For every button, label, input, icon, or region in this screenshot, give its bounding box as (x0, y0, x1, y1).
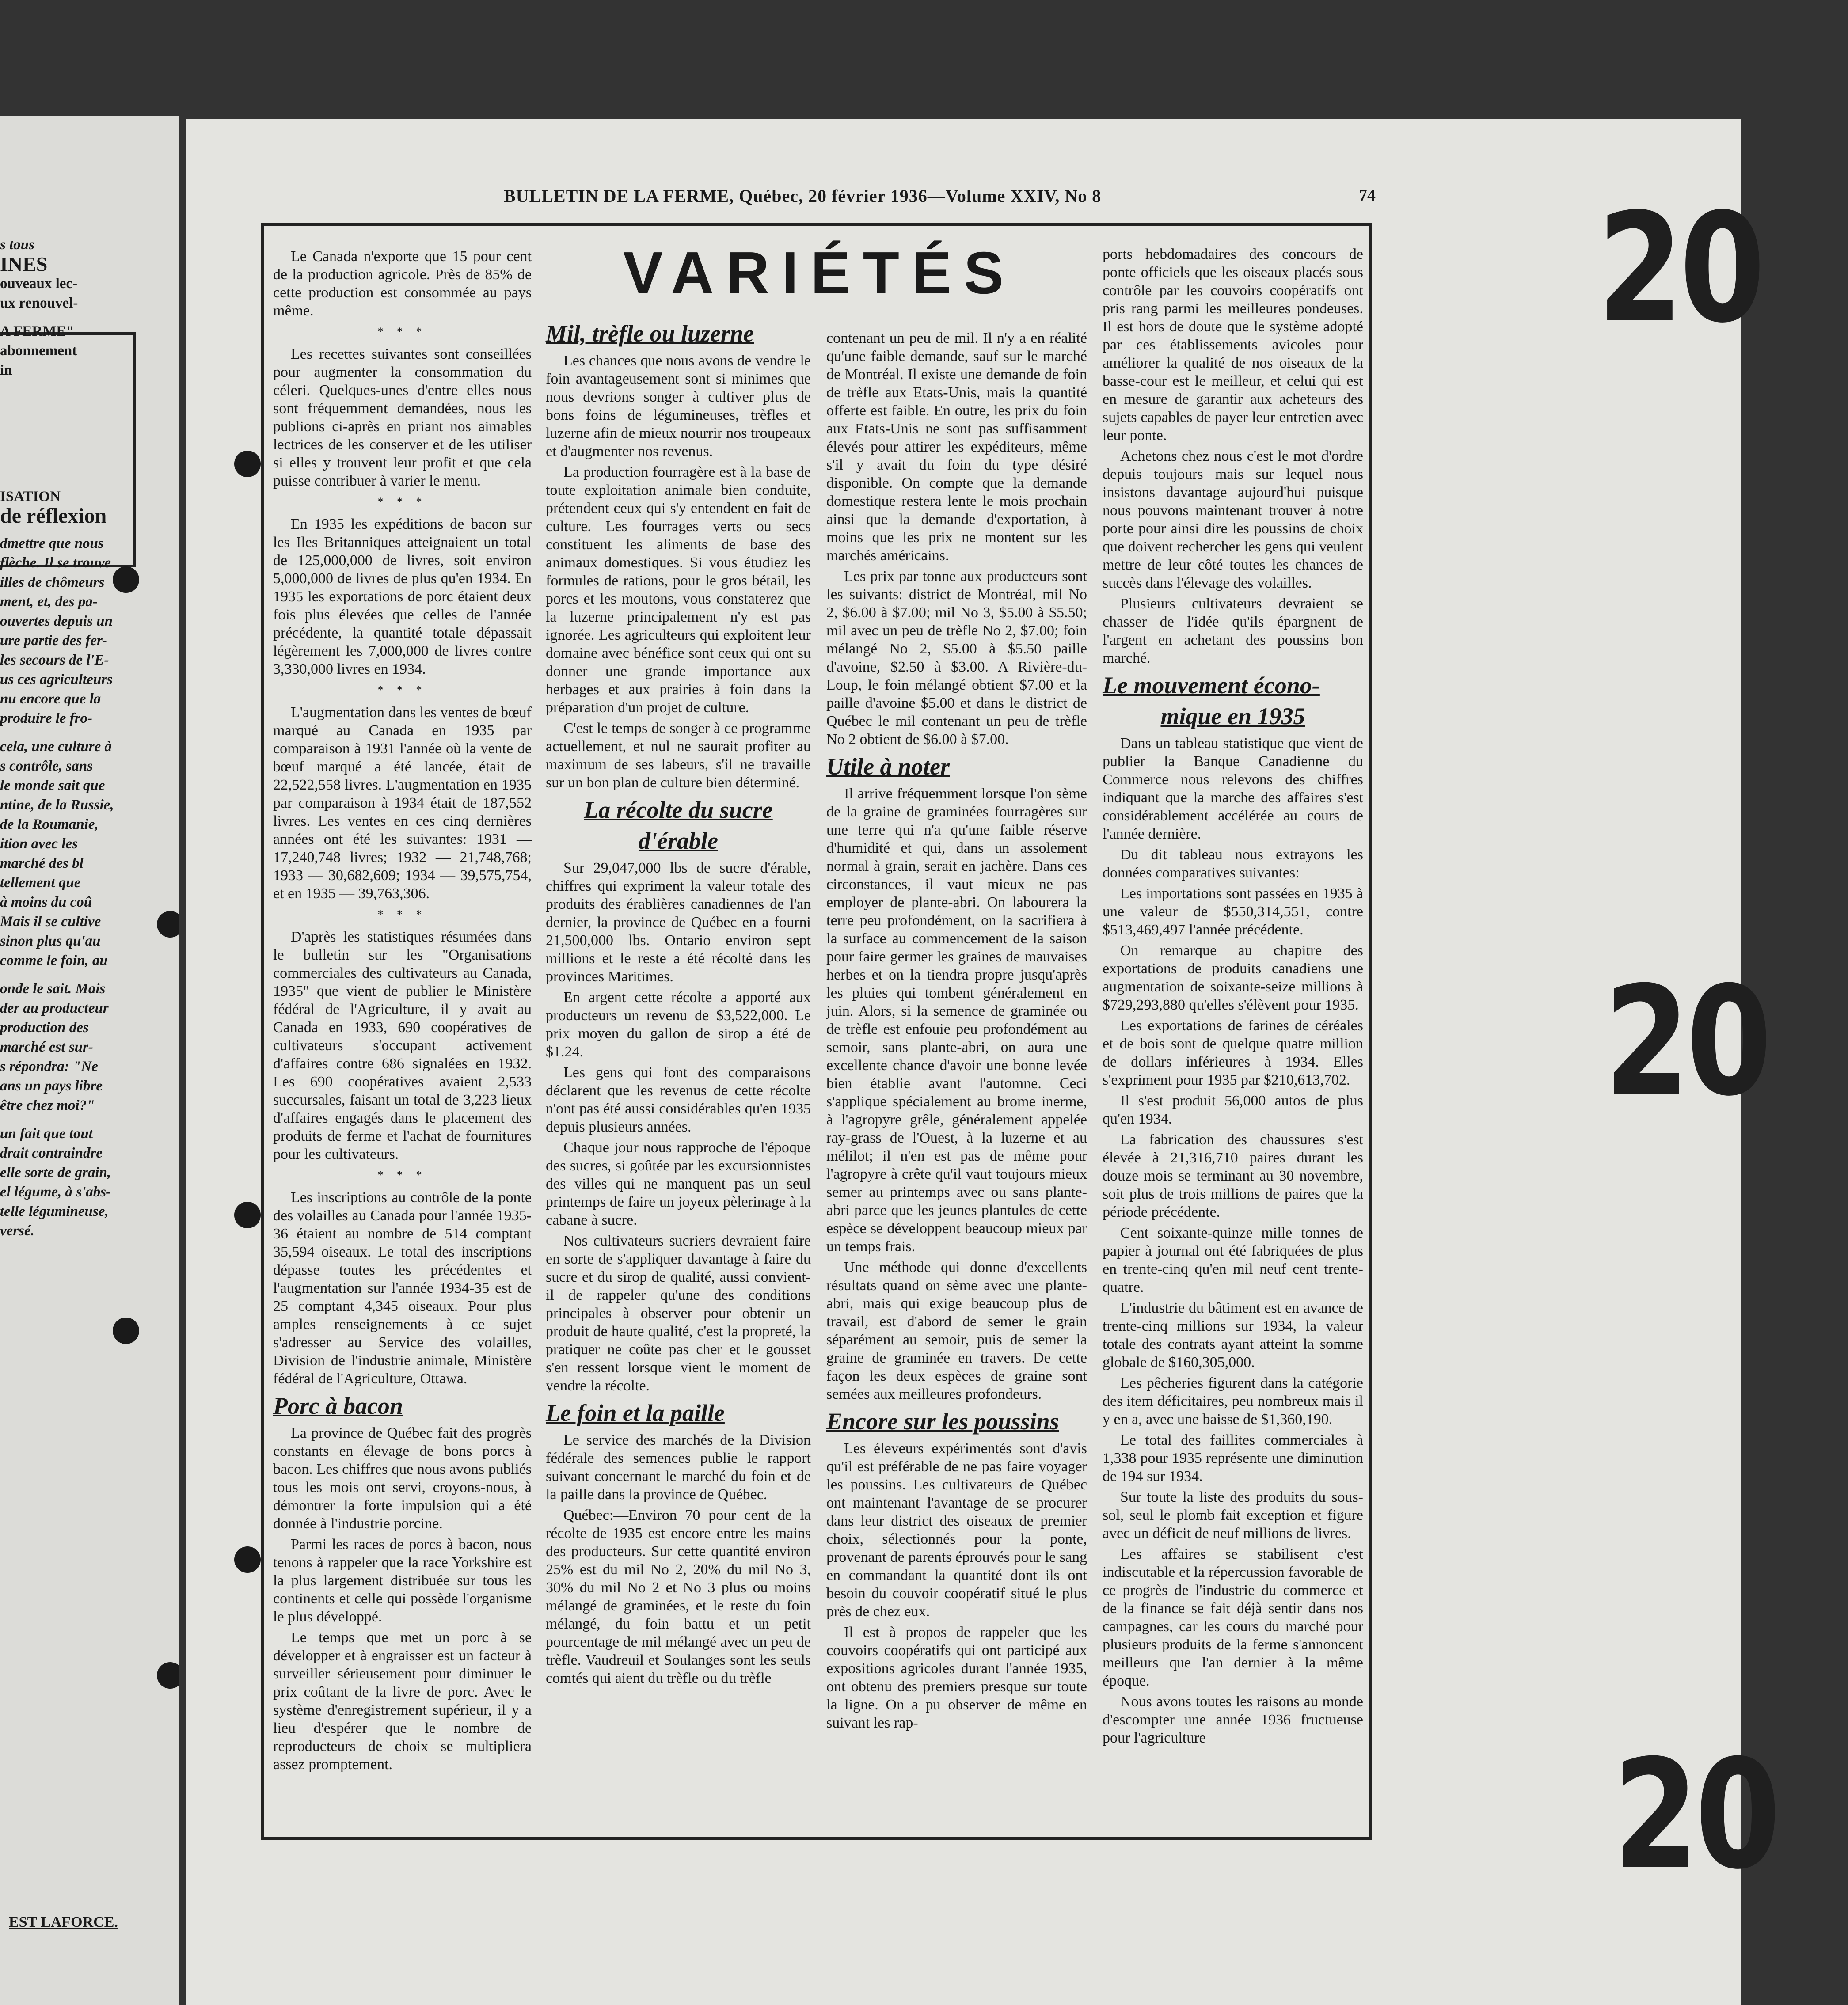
separator: * * * (377, 908, 427, 921)
column-2 (546, 318, 811, 1690)
paragraph: Le total des faillites commerciales à 1,338 pour 1935 représente une diminution de 194 sur 1934. (1103, 1432, 1363, 1485)
paragraph: Dans un tableau statistique que vient de publier la Banque Canadienne du Commerce nous relevons des chiffres indiquant que la marche des affaires s'est considérablement accélérée au cours de l'année dernière. (1103, 735, 1363, 842)
left-line: marché des bl (0, 855, 84, 871)
heading-recolte-sucre: La récolte du sucre (584, 797, 773, 823)
paragraph: Il est à propos de rappeler que les couvoirs coopératifs qui ont participé aux expositions agricoles durant l'année 1935, ont obtenu des premiers presque sur toute la ligne. On a pu observer de même en suivant les rap- (826, 1624, 1087, 1731)
paragraph: Les recettes suivantes sont conseillées pour augmenter la consommation du céleri. Quelques-unes d'entre elles nous sont fréquemment demandées, nous les publions ci-après en priant nos aimables lectrices de les conserver et de les utiliser si elles y trouvent leur profit et que cela puisse contribuer à varier le menu. (273, 346, 532, 489)
left-line: à moins du coû (0, 894, 92, 910)
paragraph: D'après les statistiques résumées dans le bulletin sur les "Organisations commerciales des cultivateurs au Canada, 1935" que vient de publier le Ministère fédéral de l'Agriculture, il y avait au Canada en 1933, 690 coopératives de cultivateurs s'occupant activement d'affaires contre 686 signalées en 1932. Les 690 coopératives avaient 2,533 succursales, faisant un total de 3,223 lieux d'affaires engagés dans le placement des produits de ferme et l'achat de fournitures pour les cultivateurs. (273, 929, 532, 1162)
frame-number: 20 (1597, 181, 1762, 356)
left-line: être chez moi?" (0, 1097, 95, 1113)
left-signature: EST LAFORCE. (9, 1914, 118, 1930)
left-line: s contrôle, sans (0, 758, 93, 774)
paragraph: Il s'est produit 56,000 autos de plus qu'en 1934. (1103, 1093, 1363, 1127)
column-4 (1103, 245, 1363, 1750)
paragraph: Achetons chez nous c'est le mot d'ordre depuis toujours mais sur lequel nous insistons davantage aujourd'hui puisque nous pouvons maintenant trouver à notre porte pour ainsi dire les poussins de choix que doivent rechercher les gens qui veulent mettre de leur côté toutes les chances de succès dans l'élevage des volailles. (1103, 448, 1363, 591)
paragraph: L'industrie du bâtiment est en avance de trente-cinq millions sur 1934, la valeur totale des contrats ayant atteint la somme globale de $160,305,000. (1103, 1300, 1363, 1371)
paragraph: Une méthode qui donne d'excellents résultats quand on sème avec une plante-abri, mais qui exige beaucoup plus de travail, est d'abord de semer le grain séparément au semoir, puis de semer la graine de graminée en travers. De cette façon les deux espèces de graine sont semées aux meilleures profondeurs. (826, 1259, 1087, 1402)
left-line: ux renouvel- (0, 295, 78, 311)
punch-hole (113, 566, 139, 593)
column-3 (826, 329, 1087, 1735)
left-line: versé. (0, 1223, 34, 1239)
paragraph: Chaque jour nous rapproche de l'époque des sucres, si goûtée par les excursionnistes des villes qui ne manquent pas un seul printemps de faire un joyeux pèlerinage à la cabane à sucre. (546, 1139, 811, 1228)
paragraph: La province de Québec fait des progrès constants en élevage de bons porcs à bacon. Les chiffres que nous avons publiés tous les mois ont servi, croyons-nous, à démontrer la forte impulsion qui a été donnée à l'industrie porcine. (273, 1425, 532, 1532)
paragraph: On remarque au chapitre des exportations de produits canadiens une augmentation de soixante-seize millions à $729,293,880 qu'elles s'élèvent pour 1935. (1103, 942, 1363, 1013)
paragraph: Sur 29,047,000 lbs de sucre d'érable, chiffres qui expriment la valeur totale des produits des érablières canadiennes de l'an dernier, la province de Québec en a fourni 21,500,000 lbs. Ontario environ sept millions et le reste a été récolté dans les provinces Maritimes. (546, 860, 811, 985)
paragraph: Les inscriptions au contrôle de la ponte des volailles au Canada pour l'année 1935-36 étaient au nombre de 514 comptant 35,594 oiseaux. Le total des inscriptions dépasse toutes les précédentes et l'augmentation sur l'année 1934-35 est de 25 comptant 4,345 oiseaux. Pour plus amples renseignements à ce sujet s'adresser au Service des volailles, Division de l'industrie animale, Ministère fédéral de l'Agriculture, Ottawa. (273, 1189, 532, 1387)
paragraph: Les affaires se stabilisent c'est indiscutable et la répercussion favorable de ce progrès de l'industrie du commerce et de la finance se fait déjà sentir dans nos campagnes, car les cours du marché pour plusieurs produits de la ferme s'annoncent meilleurs que l'an dernier à la même époque. (1103, 1546, 1363, 1689)
previous-page-fragment (0, 116, 179, 2005)
paragraph: Le temps que met un porc à se développer et à engraisser est un facteur à surveiller sérieusement pour diminuer le prix coûtant de la livre de porc. Avec le système d'enregistrement supérieur, il y a lieu d'espérer que le nombre de reproducteurs de choix se multipliera assez promptement. (273, 1629, 532, 1773)
left-column-text (0, 487, 175, 1241)
left-line: illes de chômeurs (0, 574, 105, 590)
punch-hole (234, 451, 261, 477)
paragraph: Les gens qui font des comparaisons déclarent que les revenus de cette récolte n'ont pas été aussi considérables qu'en 1935 depuis plusieurs années. (546, 1064, 811, 1135)
heading-recolte-sucre-cont: d'érable (639, 828, 718, 854)
heading-encore-poussins: Encore sur les poussins (826, 1408, 1059, 1435)
section-title: VARIÉTÉS (623, 239, 1016, 306)
paragraph: Les exportations de farines de céréales et de bois sont de quelque quatre million de dollars inférieures à 1934. Elles s'expriment pour 1935 par $210,613,702. (1103, 1018, 1363, 1088)
left-line: production des (0, 1020, 89, 1036)
paragraph: En argent cette récolte a apporté aux producteurs un revenu de $3,522,000. Le prix moyen du gallon de sirop a été de $1.24. (546, 989, 811, 1060)
left-heading: ISATION (0, 489, 61, 505)
paragraph: La production fourragère est à la base de toute exploitation animale bien conduite, prétendent ceux qui s'y entendent en fait de culture. Les fourrages verts ou secs constituent les aliments de base des animaux domestiques. Si vous étudiez les formules de rations, pour le gros bétail, les porcs et les moutons, vous constaterez que la luzerne principalement n'y est pas ignorée. Les agriculteurs qui exploitent leur domaine avec bénéfice sont ceux qui ont su donner une grande importance aux herbages et aux prairies à foin dans la préparation d'un projet de culture. (546, 464, 811, 716)
paragraph: La fabrication des chaussures s'est élevée à 21,316,710 paires durant les douze mois se terminant au 30 novembre, soit plus de trois millions de paires que la période précédente. (1103, 1132, 1363, 1220)
left-line: ans un pays libre (0, 1078, 103, 1094)
left-line: abonnement (0, 343, 77, 359)
left-line: us ces agriculteurs (0, 672, 113, 687)
paragraph: Les importations sont passées en 1935 à une valeur de $550,314,551, contre $513,469,497 l'année précédente. (1103, 885, 1363, 938)
separator: * * * (377, 325, 427, 338)
left-line: A FERME" (0, 323, 74, 339)
left-line: elle sorte de grain, (0, 1165, 111, 1181)
left-line: s tous (0, 237, 34, 253)
left-line: cela, une culture à (0, 739, 112, 755)
separator: * * * (377, 684, 427, 696)
paragraph: Sur toute la liste des produits du sous-sol, seul le plomb fait exception et figure avec un déficit de neuf millions de livres. (1103, 1489, 1363, 1542)
heading-porc-a-bacon: Porc à bacon (273, 1393, 403, 1419)
heading-mil-trefle-luzerne: Mil, trèfle ou luzerne (546, 320, 754, 347)
left-line: comme le foin, au (0, 953, 108, 968)
heading-mouvement-economique: Le mouvement écono- (1103, 672, 1320, 699)
frame-number: 20 (1613, 1728, 1777, 1902)
left-line: ouvertes depuis un (0, 613, 113, 629)
left-line: INES (0, 253, 48, 275)
separator: * * * (377, 1169, 427, 1181)
left-line: ouveaux lec- (0, 276, 78, 292)
paragraph: Les pêcheries figurent dans la catégorie des item déficitaires, peu nombreux mais il y en a, avec une baisse de $1,360,190. (1103, 1375, 1363, 1428)
left-line: nu encore que la (0, 691, 101, 707)
paragraph: Nous avons toutes les raisons au monde d'escompter une année 1936 fructueuse pour l'agriculture (1103, 1694, 1363, 1746)
punch-hole (234, 1546, 261, 1573)
left-line: Mais il se cultive (0, 914, 101, 930)
running-head: BULLETIN DE LA FERME, Québec, 20 février 1936—Volume XXIV, No 8 (504, 186, 1102, 206)
left-line: flèche. Il se trouve (0, 555, 111, 571)
frame-number: 20 (1604, 954, 1768, 1129)
paragraph: En 1935 les expéditions de bacon sur les Iles Britanniques atteignaient un total de 125,000,000 de livres, soit environ 5,000,000 de livres de plus qu'en 1934. En 1935 les exportations de porc étaient deux fois plus élevées que celles de l'année précédente, la quantité totale dépassait légèrement les 7,000,000 de livres contre 3,330,000 livres en 1934. (273, 516, 532, 677)
left-line: der au producteur (0, 1000, 109, 1016)
paragraph: Nos cultivateurs sucriers devraient faire en sorte de s'appliquer davantage à faire du sucre et du sirop de qualité, aussi convient-il de rappeler qu'une des conditions principales à observer pour obtenir un produit de haute qualité, c'est la propreté, la pratiquer ne coûte pas cher et le gousset s'en ressent lorsque vient le moment de vendre la récolte. (546, 1233, 811, 1394)
paragraph: Le Canada n'exporte que 15 pour cent de la production agricole. Près de 85% de cette production est consommée au pays même. (273, 248, 532, 319)
left-line: s répondra: "Ne (0, 1059, 98, 1075)
left-line: tellement que (0, 875, 81, 891)
punch-hole (234, 1202, 261, 1228)
left-line: ition avec les (0, 836, 78, 852)
left-line: produire le fro- (0, 710, 92, 726)
paragraph: Le service des marchés de la Division fédérale des semences publie le rapport suivant concernant le marché du foin et de la paille dans la province de Québec. (546, 1432, 811, 1503)
left-line: drait contraindre (0, 1145, 103, 1161)
left-line: marché est sur- (0, 1039, 93, 1055)
left-line: ment, et, des pa- (0, 594, 98, 610)
heading-utile-a-noter: Utile à noter (826, 753, 950, 780)
paragraph: Parmi les races de porcs à bacon, nous tenons à rappeler que la race Yorkshire est la plus largement distribuée sur tous les continents et celle qui possède l'organisme le plus développé. (273, 1536, 532, 1625)
left-line: telle légumineuse, (0, 1204, 109, 1219)
heading-mouvement-economique-cont: mique en 1935 (1160, 703, 1305, 729)
left-line: onde le sait. Mais (0, 981, 106, 997)
paragraph: contenant un peu de mil. Il n'y a en réalité qu'une faible demande, sauf sur le marché de Montréal. Il existe une demande de foin de trèfle aux Etats-Unis, mais la quantité offerte est faible. En outre, les prix du foin aux Etats-Unis ne sont pas suffisamment élevés pour attirer les expéditeurs, même s'il y avait du foin du type désiré disponible. On compte que la demande domestique restera lente le mois prochain ainsi que la demande d'exportation, à moins que les prix ne montent sur les marchés américains. (826, 330, 1087, 564)
left-line: ure partie des fer- (0, 633, 107, 649)
paragraph: Il arrive fréquemment lorsque l'on sème de la graine de graminées fourragères sur une terre qui n'a qu'une faible réserve d'humidité et qui, dans un assolement normal à grain, serait en jachère. Dans ces circonstances, il vaut mieux ne pas employer de plante-abri. On labourera la terre peu profondément, on la sacrifiera à la surface au commencement de la saison pour faire germer les graines de mauvaises herbes et on la tiendra propre jusqu'après les pluies qui tombent généralement en juin. Alors, si la semence de graminée ou de trèfle est enfouie peu profondément au semoir, sans plante-abri, on aura une excellente chance d'avoir une bonne levée bien établie avant l'automne. Ceci s'applique spécialement au brome inerme, à l'agropyre grêle, généralement appelée ray-grass de l'Ouest, à la luzerne et au mélilot; il n'en est pas de même pour l'agropyre à crête qu'il vaut toujours mieux semer au printemps avec ou sans plante-abri parce que les jeunes plantules de cette espèce se développent beaucoup mieux par un temps frais. (826, 786, 1087, 1255)
left-line: le monde sait que (0, 778, 105, 794)
paragraph: ports hebdomadaires des concours de ponte officiels que les oiseaux placés sous contrôle par les couvoirs coopératifs ont pris rang parmi les meilleures pondeuses. Il est hors de doute que le système adopté par ces établissements avicoles pour améliorer la qualité de nos oiseaux de la basse-cour est le meilleur, et celui qui est en mesure de garantir aux acheteurs des sujets capables de payer leur entretien avec leur ponte. (1103, 246, 1363, 444)
column-1 (273, 247, 532, 1776)
paragraph: L'augmentation dans les ventes de bœuf marqué au Canada en 1935 par comparaison à 1931 l'année où la vente de bœuf marqué a été lancée, était de 22,522,558 livres. L'augmentation en 1935 par comparaison à 1934 était de 187,552 livres. Les ventes en ces cinq dernières années ont été les suivantes: 1931 — 17,240,748 livres; 1932 — 21,748,768; 1933 — 30,682,609; 1934 — 39,575,754, et en 1935 — 39,763,306. (273, 704, 532, 902)
punch-hole (157, 1662, 179, 1689)
left-line: dmettre que nous (0, 535, 104, 551)
paragraph: Les prix par tonne aux producteurs sont les suivants: district de Montréal, mil No 2, $6.00 à $7.00; mil No 3, $5.00 à $5.50; mil avec un peu de trèfle No 2, $7.00; foin mélangé No 2, $5.00 à $5.50 paille d'avoine, $2.50 à $3.00. A Rivière-du-Loup, le foin mélangé obtient $7.00 et la paille d'avoine $5.00 et dans le district de Québec le mil contenant un peu de trèfle No 2 obtient de $6.00 à $7.00. (826, 568, 1087, 748)
page-number: 74 (1359, 186, 1376, 205)
punch-hole (113, 1318, 139, 1344)
left-line: in (0, 362, 12, 378)
heading-foin-paille: Le foin et la paille (546, 1400, 725, 1426)
left-line: sinon plus qu'au (0, 933, 101, 949)
paragraph: Cent soixante-quinze mille tonnes de papier à journal ont été fabriquées de plus en trente-cinq qu'en mil neuf cent trente-quatre. (1103, 1225, 1363, 1295)
paragraph: Les chances que nous avons de vendre le foin avantageusement sont si minimes que nous devrions songer à cultiver plus de bons foins de légumineuses, trèfles et luzerne afin de mieux nourrir nos troupeaux et d'augmenter nos revenus. (546, 353, 811, 459)
left-line: de la Roumanie, (0, 816, 99, 832)
left-line: ntine, de la Russie, (0, 797, 114, 813)
paragraph: Québec:—Environ 70 pour cent de la récolte de 1935 est encore entre les mains des producteurs. Sur cette quantité environ 25% est du mil No 2, 20% du mil No 3, 30% du mil No 2 et No 3 plus ou moins mélangé de graminées, et le reste du foin mélangé, du foin battu et un petit pourcentage de mil mélangé avec un peu de trèfle. Vaudreuil et Soulanges sont les seuls comtés qui aient du trèfle ou du trèfle (546, 1507, 811, 1686)
left-line: el légume, à s'abs- (0, 1184, 111, 1200)
paragraph: C'est le temps de songer à ce programme actuellement, et nul ne saurait profiter au maximum de ses labeurs, s'il ne travaille sur un bon plan de culture bien déterminé. (546, 720, 811, 791)
separator: * * * (377, 495, 427, 508)
left-line: les secours de l'E- (0, 652, 109, 668)
left-line: un fait que tout (0, 1126, 93, 1142)
paragraph: Du dit tableau nous extrayons les données comparatives suivantes: (1103, 847, 1363, 881)
paragraph: Plusieurs cultivateurs devraient se chasser de l'idée qu'ils épargnent de l'argent en achetant des poussins bon marché. (1103, 596, 1363, 666)
left-heading: de réflexion (0, 504, 107, 528)
subscription-box-text (0, 235, 175, 380)
paragraph: Les éleveurs expérimentés sont d'avis qu'il est préférable de ne pas faire voyager les poussins. Les cultivateurs de Québec ont maintenant l'avantage de se procurer dans leur district des oiseaux de premier choix, sélectionnés pour la ponte, provenant de parents éprouvés pour le sang en commandant la quantité dont ils ont besoin du couvoir coopératif situé le plus près de chez eux. (826, 1440, 1087, 1620)
